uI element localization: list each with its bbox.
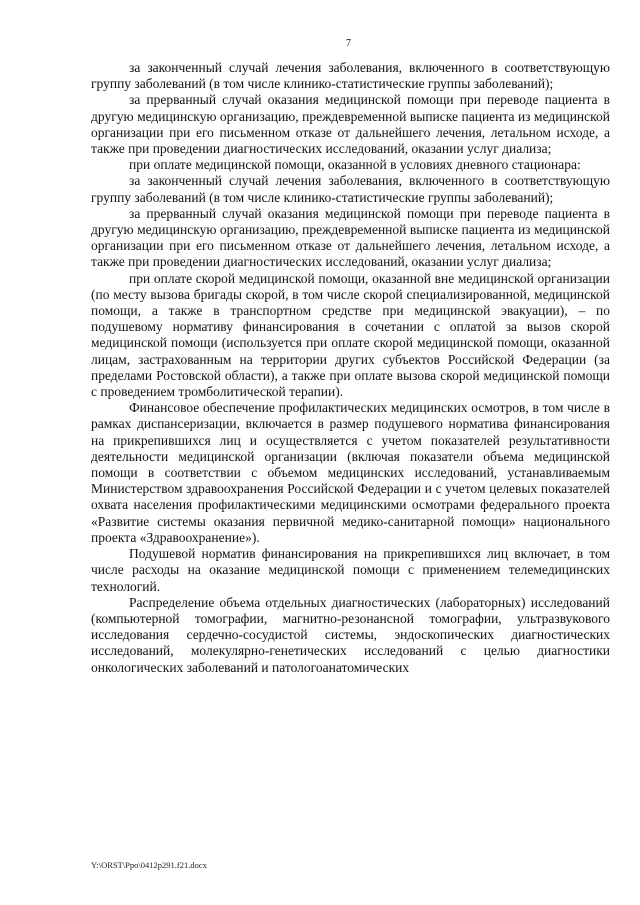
paragraph: за законченный случай лечения заболевания, включенного в соответствующую группу заболеваний (в том числе клинико-статистические группы заболеваний); bbox=[91, 173, 610, 205]
page-number: 7 bbox=[346, 38, 351, 49]
paragraph: за законченный случай лечения заболевания, включенного в соответствующую группу заболеваний (в том числе клинико-статистические группы заболеваний); bbox=[91, 60, 610, 92]
paragraph: при оплате скорой медицинской помощи, оказанной вне медицинской организации (по месту вызова бригады скорой, в том числе скорой специализированной, медицинской помощи, а также в транспортном средстве при медицинской эвакуации), – по подушевому нормативу финансирования в сочетании с оплатой за вызов скорой медицинской помощи (используется при оплате скорой медицинской помощи, оказанной лицам, застрахованным на территории других субъектов Российской Федерации (за пределами Ростовской области), а также при оплате вызова скорой медицинской помощи с проведением тромболитической терапии). bbox=[91, 270, 610, 400]
paragraph: Финансовое обеспечение профилактических медицинских осмотров, в том числе в рамках диспансеризации, включается в размер подушевого норматива финансирования на прикрепившихся лиц и осуществляется с учетом показателей результативности деятельности медицинской организации (включая показатели объема медицинской помощи в соответствии с объемом медицинских исследований, устанавливаемым Министерством здравоохранения Российской Федерации и с учетом целевых показателей охвата населения профилактическими медицинскими осмотрами федерального проекта «Развитие системы оказания первичной медико-санитарной помощи» национального проекта «Здравоохранение»). bbox=[91, 400, 610, 545]
paragraph: за прерванный случай оказания медицинской помощи при переводе пациента в другую медицинскую организацию, преждевременной выписке пациента из медицинской организации при его письменном отказе от дальнейшего лечения, летальном исходе, а также при проведении диагностических исследований, оказании услуг диализа; bbox=[91, 92, 610, 157]
paragraph: за прерванный случай оказания медицинской помощи при переводе пациента в другую медицинскую организацию, преждевременной выписке пациента из медицинской организации при его письменном отказе от дальнейшего лечения, летальном исходе, а также при проведении диагностических исследований, оказании услуг диализа; bbox=[91, 205, 610, 270]
document-body bbox=[91, 60, 610, 676]
paragraph: Распределение объема отдельных диагностических (лабораторных) исследований (компьютерной томографии, магнитно-резонансной томографии, ультразвукового исследования сердечно-сосудистой системы, эндоскопических диагностических исследований, молекулярно-генетических исследований с целью диагностики онкологических заболеваний и патологоанатомических bbox=[91, 594, 610, 675]
paragraph: Подушевой норматив финансирования на прикрепившихся лиц включает, в том числе расходы на оказание медицинской помощи с применением телемедицинских технологий. bbox=[91, 546, 610, 594]
file-path-footer: Y:\ORST\Ppo\0412p291.f21.docx bbox=[91, 860, 207, 870]
paragraph: при оплате медицинской помощи, оказанной в условиях дневного стационара: bbox=[129, 157, 581, 173]
